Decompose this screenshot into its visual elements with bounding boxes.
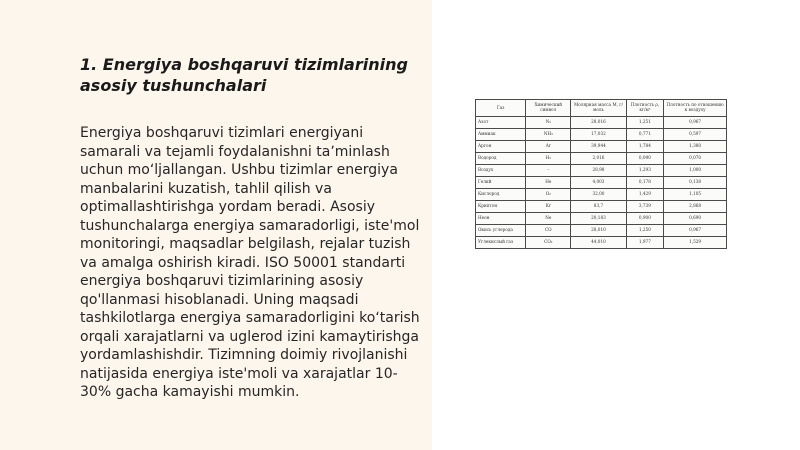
cell-relative-density: 0,597 [664,129,727,141]
cell-symbol: – [526,165,571,177]
table-row [476,213,727,225]
cell-relative-density: 0,967 [664,117,727,129]
table-row [476,165,727,177]
cell-molar-mass: 28,010 [571,225,626,237]
cell-gas: Неон [476,213,526,225]
cell-gas: Окись углерода [476,225,526,237]
gas-properties-table [475,99,727,249]
cell-density: 1,429 [626,189,664,201]
cell-symbol: NH₃ [526,129,571,141]
cell-relative-density: 0,138 [664,177,727,189]
cell-density: 0,090 [626,153,664,165]
cell-gas: Аммиак [476,129,526,141]
cell-symbol: CO [526,225,571,237]
cell-molar-mass: 2,016 [571,153,626,165]
cell-density: 3,739 [626,201,664,213]
cell-relative-density: 2,868 [664,201,727,213]
cell-molar-mass: 20,183 [571,213,626,225]
table-body [476,117,727,249]
header-gas: Газ [476,100,526,117]
cell-symbol: Kr [526,201,571,213]
cell-relative-density: 1,380 [664,141,727,153]
cell-gas: Воздух [476,165,526,177]
cell-symbol: Ar [526,141,571,153]
cell-relative-density: 1,529 [664,237,727,249]
cell-relative-density: 0,070 [664,153,727,165]
cell-gas: Криптон [476,201,526,213]
cell-symbol: CO₂ [526,237,571,249]
cell-gas: Аргон [476,141,526,153]
cell-gas: Азот [476,117,526,129]
gas-properties-table-image [475,99,727,249]
header-density: Плотность ρ, кг/м³ [626,100,664,117]
cell-density: 0,178 [626,177,664,189]
table-row [476,189,727,201]
cell-density: 1,251 [626,117,664,129]
cell-relative-density: 0,967 [664,225,727,237]
cell-gas: Водород [476,153,526,165]
cell-symbol: O₂ [526,189,571,201]
cell-density: 0,900 [626,213,664,225]
cell-symbol: He [526,177,571,189]
cell-density: 1,784 [626,141,664,153]
table-row [476,225,727,237]
cell-symbol: H₂ [526,153,571,165]
table-row [476,129,727,141]
cell-molar-mass: 83,7 [571,201,626,213]
table-row [476,237,727,249]
table-row [476,117,727,129]
cell-molar-mass: 28,016 [571,117,626,129]
cell-symbol: Ne [526,213,571,225]
cell-density: 0,771 [626,129,664,141]
header-relative-density: Плотность по отношению к воздуху [664,100,727,117]
cell-density: 1,250 [626,225,664,237]
cell-gas: Гелий [476,177,526,189]
cell-molar-mass: 28,98 [571,165,626,177]
cell-molar-mass: 39,944 [571,141,626,153]
slide-body-text: Energiya boshqaruvi tizimlari energiyani samarali va tejamli foydalanishni taʼminlash uchun moʻljallangan. Ushbu tizimlar energiya manbalarini kuzatish, tahlil qilish va optimallashtirishga yordam beradi. Asosiy tushunchalarga energiya samaradorligi, iste'mol monitoringi, maqsadlar belgilash, rejalar tuzish va amalga oshirish kiradi. ISO 50001 standarti energiya boshqaruvi tizimlarining asosiy qo'llanmasi hisoblanadi. Uning maqsadi tashkilotlarga energiya samaradorligini koʻtarish orqali xarajatlarni va uglerod izini kamaytirishga yordamlashishdir. Tizimning doimiy rivojlanishi natijasida energiya iste'moli va xarajatlar 10-30% gacha kamayishi mumkin. [80,125,420,400]
cell-molar-mass: 44,010 [571,237,626,249]
cell-density: 1,977 [626,237,664,249]
cell-molar-mass: 17,032 [571,129,626,141]
cell-molar-mass: 4,003 [571,177,626,189]
cell-symbol: N₂ [526,117,571,129]
table-row [476,201,727,213]
cell-relative-density: 1,000 [664,165,727,177]
cell-gas: Углекислый газ [476,237,526,249]
table-row [476,153,727,165]
cell-density: 1,293 [626,165,664,177]
cell-molar-mass: 32,00 [571,189,626,201]
header-molar-mass: Молярная масса M, г/моль [571,100,626,117]
table-header-row [476,100,727,117]
table-row [476,141,727,153]
cell-relative-density: 0,690 [664,213,727,225]
slide-title: 1. Energiya boshqaruvi tizimlarining asosiy tushunchalari [80,55,408,95]
table-row [476,177,727,189]
header-symbol: Химический символ [526,100,571,117]
cell-relative-density: 1,105 [664,189,727,201]
cell-gas: Кислород [476,189,526,201]
